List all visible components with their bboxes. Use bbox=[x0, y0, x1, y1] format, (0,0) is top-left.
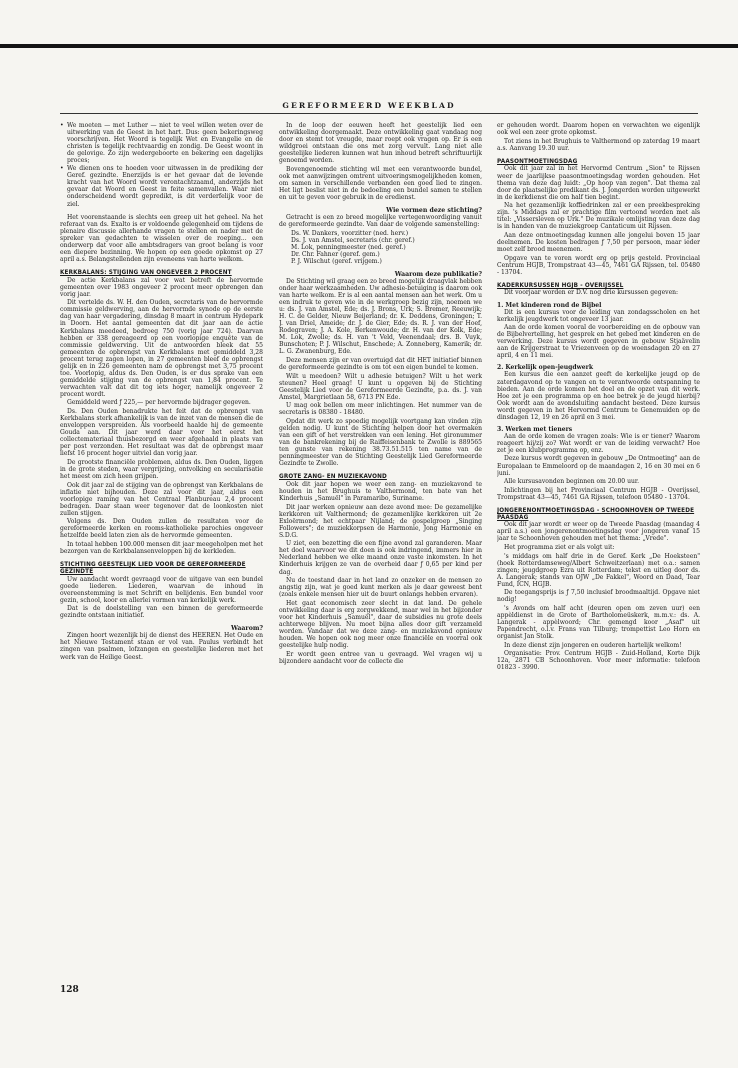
bullet-item bbox=[60, 165, 263, 207]
numbered-heading: 3. Werken met tieners bbox=[497, 425, 573, 433]
column-3 bbox=[497, 122, 700, 1022]
paragraph: Het gaat economisch zeer slecht in dat land. De gehele ontwikkeling daar is erg zorgwekkend, maar wel in het bijzonder voor het Kinderhuis „Samuël", daar de subsidies nu grote deels achterwege blijven. Nu moet bijna alles door gift verzameld worden. Vandaar dat we deze zang- en muziekavond opnieuw houden. We hopen ook nog meer onze financiële en voorral ook geestelijke hulp nodig. bbox=[279, 599, 482, 649]
paragraph: In deze dienst zijn jongeren en ouderen hartelijk welkom! bbox=[504, 641, 682, 649]
paragraph: Opgave van te voren wordt erg op prijs gesteld. Provinciaal Centrum HGJB, Trompstraat 43—45, 7461 GA Rijssen, tel. 05480 - 13704. bbox=[497, 254, 700, 276]
paragraph: U mag ook bellen om meer inlichtingen. Het nummer van de secretaris is 08380 - 18480. bbox=[279, 402, 482, 417]
paragraph: U ziet, een bezetting die een fijne avond zal garanderen. Maar het doel waarvoor we dit doen is ook indringend, immers hier in Nederland hebben we elke maand onze vaste inkomsten. In het Kinderhuis krijgen ze van de overheid daar ƒ 0,65 per kind per dag. bbox=[279, 540, 482, 576]
paragraph: er gehouden wordt. Daarom hopen en verwachten we eigenlijk ook wel een zeer grote opkomst. bbox=[497, 122, 700, 137]
paragraph: De Stichting wil graag een zo breed mogelijk draagvlak hebben onder haar werkzaamheden. Uw adhesie-betuiging is daarom ook van harte welkom. Er is al een aantal mensen aan het werk. Om u een indruk te geven wie in de werkgroep bezig zijn, noemen we u: ds. J. van Amstel, Ede; ds. J. Brons, Urk; S. Bremer, Reeuwijk; H. C. de Gelder, Nieuw Beijerland; dr. K. Deddens, Groningen; T. J. van Driel, Ameide; dr. J. de Gier, Ede; ds. R. J. van der Hoef, Rodegraven; J. A. Kole, Berkenwoude; dr. H. van der Kolk, Ede; M. Lok, Zwolle; ds. H. van 't Veld, Veenendaal; drs. B. Vuyk, Bunschoten; P. J. Wilschut, Enschede; A. Zonneberg, Kamerik; dr. L. G. Zwanenburg, Ede. bbox=[279, 277, 482, 356]
list-item: M. Lok, penningmeester (ned. geref.) bbox=[291, 243, 406, 251]
section-heading-jongerenontmoetingsdag: JONGERENONTMOETINGSDAG - SCHOONHOVEN OP TWEEDE PAASDAG bbox=[497, 507, 695, 521]
bullet-icon: • bbox=[60, 122, 64, 129]
page-number: 128 bbox=[60, 985, 79, 995]
paragraph: Inlichtingen bij het Provinciaal Centrum HGJB - Overijssel, Trompstraat 43—45, 7461 GA Rijssen, telefoon 05480 - 13704. bbox=[497, 486, 700, 501]
numbered-heading: 2. Kerkelijk open-jeugdwerk bbox=[497, 364, 594, 372]
paragraph: De actie Kerkbalans zal voor wat betreft de hervormde gemeenten over 1983 ongeveer 2 procent meer opbrengen dan vorig jaar. bbox=[60, 276, 263, 298]
paragraph: Ook dit jaar zal de stijging van de opbrengst van Kerkbalans de inflatie niet bijhouden. Deze zal voor dit jaar, aldus een voorlopige raming van het Centraal Planbureau 2,4 procent bedragen. Daar staan weer tegenover dat de loonkosten niet zullen stijgen. bbox=[60, 481, 263, 517]
paragraph: Gemiddeld werd ƒ 225,— per hervormde bijdrager gegeven. bbox=[67, 399, 251, 407]
list-item: Ds. W. Dankers, voorzitter (ned. herv.) bbox=[291, 229, 409, 237]
paragraph: In totaal hebben 100.000 mensen dit jaar meegeholpen met het bezorgen van de Kerkbalansenveloppen bij de kerkleden. bbox=[60, 540, 263, 555]
paragraph: 's Avonds om half acht (deuren open om zeven uur) een appèldienst in de Grote of Bartholomeüskerk, m.m.v.: ds. A. Langerak - appèlwoord; Chr. gemengd koor „Asaf" uit Papendrecht, o.l.v. Frans van Tilburg; trompettist Leo Horn en organist Jan Stolk. bbox=[497, 604, 700, 641]
member-list bbox=[291, 230, 482, 265]
paragraph: Aan deze ontmoetingsdag kunnen alle jongelui boven 15 jaar deelnemen. De kosten bedragen ƒ 7,50 per persoon, maar ieder moet zelf brood meenemen. bbox=[497, 231, 700, 253]
bullet-text: We moeten — met Luther — niet te veel willen weten over de uitwerking van de Geest in het hart. Dus: geen bekeringsweg voorschrijven. Het Woord is tegelijk Wet en Evangelie en de christen is tegelijk rechtvaardig en zondig. De Geest woont in de gelovige. Zo zijn wedergeboorte en bekering een dagelijks proces; bbox=[67, 122, 263, 165]
paragraph: Dit vertelde ds. W. H. den Ouden, secretaris van de hervormde commissie geldwerving, aan de hervormde synode op de eerste dag van haar vergadering, dinsdag 8 maart in centrum Hydepark in Doorn. Het aantal gemeenten dat dit jaar aan de actie Kerkbalans meedeed, bedroeg 750 (vorig jaar 724). Daarvan hebben er 338 gereageerd op een voorlopige enquête van de commissie geldwerving. Uit de antwoorden bleek dat 55 gemeenten de opbrengst van Kerkbalans met gemiddeld 3,28 procent terug zagen lopen, in 27 gemeenten bleef de opbrengst gelijk en in 226 gemeenten nam de opbrengst met 3,75 procent toe. Voorlopig, aldus ds. Den Ouden, is er dus sprake van een gemiddelde stijging van de opbrengst van 1,84 procent. Te verwachten valt dat dit tog iets hoger, namelijk ongeveer 2 procent wordt. bbox=[60, 299, 263, 398]
top-rule bbox=[0, 44, 738, 48]
section-heading-paasontmoetingsdag: PAASONTMOETINGSDAG bbox=[497, 158, 578, 165]
paragraph: Deze kursus wordt gegeven in gebouw „De Ontmoeting" aan de Europalaan te Emmeloord op de maandagen 2, 16 en 30 mei en 6 juni. bbox=[497, 455, 700, 477]
paragraph: Nu de toestand daar in het land zo onzeker en de mensen zo angstig zijn, wat je goed kunt merken als je daar geweest bent (zoals enkele mensen hier uit de buurt onlangs hebben ervaren). bbox=[279, 577, 482, 599]
paragraph: Bovengenoemde stichting wil met een verantwoorde bundel, ook met aanwijzingen omtrent uitvoeringsmogelijkheden komen, om samen in verschillende verbanden een goed lied te zingen. Het ligt beslist niet in de bedoeling een bundel samen te stellen en uit te geven voor gebruik in de eredienst. bbox=[279, 165, 482, 201]
paragraph: Na het gezamenlijk koffiedrinken zal er een preekbespreking zijn. 's Middags zal er prachtige film vertoond worden met als titel: „Vissersleven op Urk." De muzikale omlijsting van deze dag is in handen van de muziekgroep Cantaticum uit Rijssen. bbox=[497, 202, 700, 231]
paragraph: Aan de orde komen de vragen zoals: Wie is er tiener? Waarom reageert hij/zij zo? Wat wordt er van de leiding verwacht? Hoe zet je een klubprogramma op, enz. bbox=[497, 432, 700, 454]
numbered-heading: 1. Met kinderen rond de Bijbel bbox=[497, 301, 602, 309]
paragraph: Wilt u meedoen? Wilt u adhesie betuigen? Wilt u het werk steunen? Heel graag! U kunt u opgeven bij de Stichting Geestelijk Lied voor de Gereformeerde Gezindte, p.a. ds. J. van Amstel, Margrietlaan 58, 6713 PN Ede. bbox=[279, 372, 482, 401]
paragraph: Dat is de doelstelling van een binnen de gereformeerde gezindte ontstaan initiatief. bbox=[60, 605, 263, 620]
list-item: P. J. Wilschut (geref. vrijgem.) bbox=[291, 257, 382, 265]
paragraph: De grootste financiële problemen, aldus ds. Den Ouden, liggen in de grote steden, waar vergrijzing, ontvolking en secularisatie het meest om zich heen grijpen. bbox=[60, 458, 263, 480]
paragraph: Getracht is een zo breed mogelijke vertegenwoordiging vanuit de gereformeerde gezindte. Van daar de volgende samenstelling: bbox=[279, 214, 482, 229]
paragraph: Volgens ds. Den Ouden zullen de resultaten voor de gereformeerde kerken en rooms-katholieke parochies ongeveer hetzelfde beeld laten zien als de hervormde gemeenten. bbox=[60, 518, 263, 540]
paragraph: Dit is een kursus voor de leiding van zondagsscholen en het kerkelijk jeugdwerk tot ongeveer 13 jaar. bbox=[497, 308, 700, 323]
list-item: Dr. Chr. Fahner (geref. gem.) bbox=[291, 250, 380, 258]
paragraph: Aan de orde komen vooral de voorbereiding en de opbouw van de Bijbelvertelling, het gesprek en het gebed met kinderen en de verwerking. Deze kursus wordt gegeven in gebouw Stjaävelin aan de Krijgerstraat te Vriezenveen op de woensdagen 20 en 27 april, 4 en 11 mei. bbox=[497, 324, 700, 360]
paragraph: Alle kursusavonden beginnen om 20.00 uur. bbox=[504, 478, 640, 486]
paragraph: Ook dit jaar wordt er weer op de Tweede Paasdag (maandag 4 april a.s.) een jongerenontmoetingsdag voor jongeren vanaf 15 jaar te Schoonhoven gehouden met het thema: „Vrede". bbox=[497, 521, 700, 543]
section-heading-stichting: STICHTING GEESTELIJK LIED VOOR DE GEREFORMEERDE GEZINDTE bbox=[60, 561, 246, 575]
paragraph: Zingen hoort wezenlijk bij de dienst des HEEREN. Het Oude en het Nieuwe Testament staan er vol van. Paulus verbindt het zingen van psalmen, lofzangen en geestelijke liederen met het werk van de Heilige Geest. bbox=[60, 632, 263, 661]
paragraph: Dit voorjaar worden er D.V. nog drie kursussen gegeven: bbox=[504, 289, 679, 297]
paragraph: Uw aandacht wordt gevraagd voor de uitgave van een bundel goede liederen. Liederen, waarvan de inhoud in overeenstemming is met Schrift en belijdenis. Een bundel voor gezin, school, koor en allerlei vormen van kerkelijk werk. bbox=[60, 575, 263, 604]
paragraph: Opdat dit werk zo spoedig mogelijk voortgang kan vinden zijn gelden nodig. U kunt de Stichting helpen door het overmaken van een gift of het verstrekken van een lening. Het gironummer van de bankrekening bij de Raiffeisenbank te Zwolle is 889565 ten gunste van rekening 38.73.51.515 ten name van de penningmeester van de Stichting Geestelijk Lied Gereformeerde Gezindte te Zwolle. bbox=[279, 417, 482, 468]
bullet-item bbox=[60, 122, 263, 164]
column-2 bbox=[279, 122, 482, 1022]
section-heading-zangavond: GROTE ZANG- EN MUZIEKAVOND bbox=[279, 474, 387, 481]
section-heading-kerkbalans: KERKBALANS: STIJGING VAN ONGEVEER 2 PROCENT bbox=[60, 269, 232, 276]
paragraph: Ds. Den Ouden benadrukte het feit dat de opbrengst van Kerkbalans sterk afhankelijk is van de inzet van de mensen die de enveloppen verspreiden. Als voorbeeld haalde hij de gemeente Gouda aan. Dit jaar werd daar voor het eerst het collectemateriaal thuisbezorgd en weer afgehaald in plaats van per post verzonden. Het resultaat was dat de opbrengst maar liefst 16 procent hoger uitviel dan vorig jaar. bbox=[60, 408, 263, 458]
column-1 bbox=[60, 122, 263, 1022]
paragraph: Organisatie: Prov. Centrum HGJB - Zuid-Holland, Korte Dijk 12a, 2871 CB Schoonhoven. Voor meer informatie: telefoon 01823 - 3990. bbox=[497, 650, 700, 672]
subheading-waarom: Waarom? bbox=[231, 625, 263, 633]
masthead: GEREFORMEERD WEEKBLAD bbox=[282, 101, 456, 110]
paragraph: Het programma ziet er als volgt uit: bbox=[504, 543, 615, 551]
paragraph: Ook dit jaar hopen we weer een zang- en muziekavond te houden in het Brughuis te Valthermond, ten bate van het Kinderhuis „Samuël" in Paramaribo, Suriname. bbox=[279, 480, 482, 503]
section-heading-kaderkursussen: KADERKURSUSSEN HGJB - OVERIJSSEL bbox=[497, 282, 624, 289]
subheading-publikatie: Waarom deze publikatie? bbox=[394, 270, 482, 278]
paragraph: Deze mensen zijn er van overtuigd dat dit HET initiatief binnen de gereformeerde gezindte is om tot een eigen bundel te komen. bbox=[279, 356, 482, 371]
bullet-text: We dienen ons te hoeden voor uitwassen in de prediking der Geref. gezindte. Enerzijds is er het gevaar dat de levende kracht van het Woord wordt verontachtzaamd, anderzijds het gevaar dat Woord en Geest in feite samenvallen. Waar niet onderscheidend wordt gepredikt, is dit verderfelijk voor de ziel. bbox=[67, 165, 263, 208]
paragraph: Een kursus die een aanzet geeft de kerkelijke jeugd op de zaterdagavond op te vangen en te verantwoorde ontspanning te bieden. Aan de orde komen het doel en de opzet van dit werk. Hoe zet je een programma op en hoe betrek je de jeugd hierbij? Ook wordt aan de avondsluiting aandacht besteed. Deze kursus wordt gegeven in het Hervormd Centrum te Genemuiden op de dinsdagen 12, 19 en 26 april en 3 mei. bbox=[497, 371, 700, 421]
header-rule bbox=[60, 113, 698, 114]
paragraph: In de loop der eeuwen heeft het geestelijk lied een ontwikkeling doorgemaakt. Deze ontwikkeling gaat vandaag nog door en stemt tot vreugde, maar roept ook vragen op. Er is een wildgroei ontstaan die ons met zorg vervult. Lang niet alle geestelijke liederen kunnen wat hun inhoud betreft schriftuurlijk genoemd worden. bbox=[279, 122, 482, 165]
paragraph: Er wordt geen entree van u gevraagd. Wel vragen wij u bijzondere aandacht voor de collecte die bbox=[279, 650, 482, 665]
paragraph: 's middags om half drie in de Geref. Kerk „De Hoeksteen" (hoek Rotterdamseweg/Albert Schweitzerlaan) met o.a.: samen zingen; jeugdgroep Ezra uit Rotterdam; tekst en uitleg door ds. A. Langerak; stands van OJW „De Fakkel", Woord en Daad, Tear Fund, ICN, HGJB. bbox=[497, 552, 700, 588]
list-item: Ds. J. van Amstel, secretaris (chr. geref.) bbox=[291, 236, 415, 244]
paragraph: Ook dit jaar zal in het Hervormd Centrum „Sion" te Rijssen weer de jaarlijkse paasontmoetingsdag worden gehouden. Het thema van deze dag luidt: „Op hoop van zegen". Dat thema zal door de plaatselijke predikant ds. J. Jongerden worden uitgewerkt in de kerkdienst die om half tien begint. bbox=[497, 165, 700, 201]
paragraph: De toegangsprijs is ƒ 7,50 inclusief broodmaaltijd. Opgave niet nodig! bbox=[497, 589, 700, 604]
bullet-icon: • bbox=[60, 165, 64, 173]
paragraph: Het voorenstaande is slechts een greep uit het geheel. Na het referaat van ds. Exalto is er voldoende gelegenheid om tijdens de plenaire discussie allerhande vragen te stellen en nader met de spreker van gedachten te wisselen over de roeping... een onderwerp dat voor alle ambtsdragers van groot belang is voor een diepere bezinning. We hopen op een goede opkomst op 27 april a.s. Belangstellenden zijn eveneens van harte welkom. bbox=[60, 213, 263, 263]
subheading-wie: Wie vormen deze stichting? bbox=[386, 207, 482, 215]
paragraph: Dit jaar werken opnieuw aan deze avond mee: De gezamelijke kerkkoren uit Valthermond; de gezamenlijke kerkkoren uit 2e Exloërmond; het echtpaar Nijland; de gospelgroep „Singing Followers"; de muziekkorpsen de Harmonie, Jong Harmonie en S.D.G. bbox=[279, 503, 482, 539]
paragraph: Tot ziens in het Brughuis te Valthermond op zaterdag 19 maart a.s. Aanvang 19.30 uur. bbox=[497, 137, 700, 152]
